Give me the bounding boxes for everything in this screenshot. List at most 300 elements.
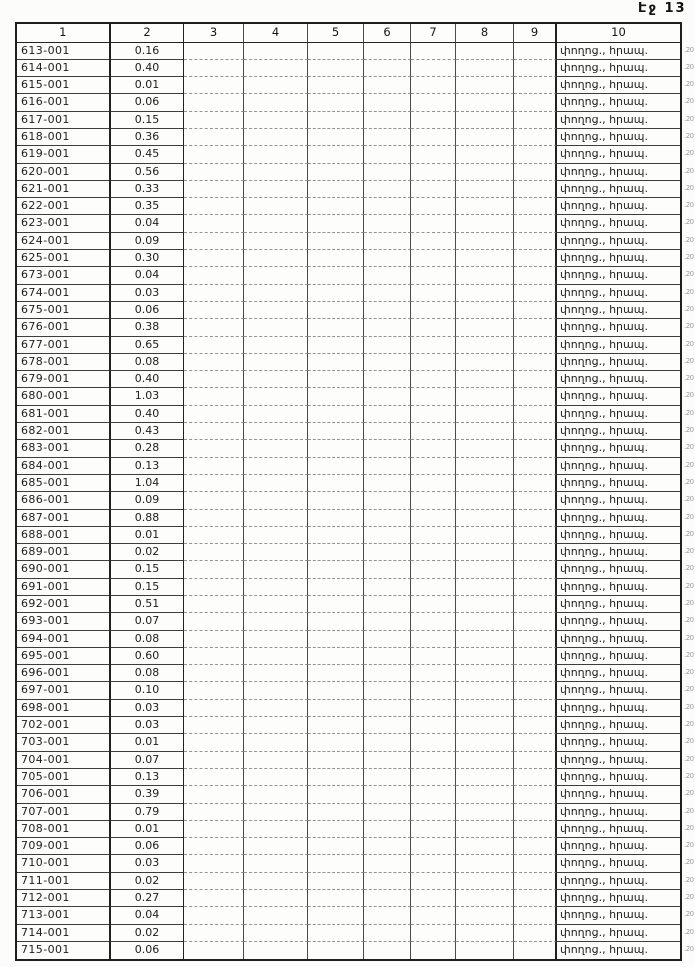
empty-cell bbox=[184, 890, 244, 907]
empty-cell bbox=[308, 337, 364, 354]
empty-cell bbox=[184, 786, 244, 803]
empty-cell bbox=[456, 423, 514, 440]
empty-cell bbox=[184, 233, 244, 250]
empty-cell bbox=[514, 388, 557, 405]
empty-cell bbox=[456, 492, 514, 509]
row-value-cell: 0.02 bbox=[111, 925, 184, 942]
row-note-cell: փողոց., հրապ. bbox=[557, 855, 680, 872]
empty-cell bbox=[411, 146, 456, 163]
row-id-cell: 680-001 bbox=[17, 388, 111, 405]
row-value-cell: 0.51 bbox=[111, 596, 184, 613]
empty-cell bbox=[244, 77, 308, 94]
scan-artifact-mark: .20 bbox=[684, 460, 694, 469]
row-note-cell: փողոց., հրապ. bbox=[557, 700, 680, 717]
row-note-cell: փողոց., հրապ. bbox=[557, 181, 680, 198]
row-id-cell: 616-001 bbox=[17, 94, 111, 111]
empty-cell bbox=[308, 700, 364, 717]
table-row bbox=[17, 855, 694, 872]
table-row bbox=[17, 838, 694, 855]
empty-cell bbox=[364, 112, 411, 129]
empty-cell bbox=[514, 925, 557, 942]
row-id-cell: 683-001 bbox=[17, 440, 111, 457]
empty-cell bbox=[514, 285, 557, 302]
table-row bbox=[17, 579, 694, 596]
row-note-cell: փողոց., հրապ. bbox=[557, 250, 680, 267]
row-id-cell: 715-001 bbox=[17, 942, 111, 959]
empty-cell bbox=[514, 112, 557, 129]
row-value-cell: 0.27 bbox=[111, 890, 184, 907]
row-id-cell: 620-001 bbox=[17, 164, 111, 181]
empty-cell bbox=[244, 561, 308, 578]
scan-artifact-mark: .20 bbox=[684, 114, 694, 123]
row-id-cell: 623-001 bbox=[17, 215, 111, 232]
empty-cell bbox=[411, 285, 456, 302]
scan-artifact-mark: .20 bbox=[684, 253, 694, 262]
row-value-cell: 0.16 bbox=[111, 43, 184, 60]
empty-cell bbox=[514, 337, 557, 354]
table-row bbox=[17, 769, 694, 786]
empty-cell bbox=[514, 579, 557, 596]
row-id-cell: 712-001 bbox=[17, 890, 111, 907]
empty-cell bbox=[456, 942, 514, 959]
empty-cell bbox=[456, 112, 514, 129]
row-note-cell: փողոց., հրապ. bbox=[557, 94, 680, 111]
empty-cell bbox=[364, 510, 411, 527]
empty-cell bbox=[514, 423, 557, 440]
scan-artifact-mark: .20 bbox=[684, 547, 694, 556]
empty-cell bbox=[456, 60, 514, 77]
empty-cell bbox=[364, 302, 411, 319]
empty-cell bbox=[308, 925, 364, 942]
table-row bbox=[17, 873, 694, 890]
row-note-cell: փողոց., հրապ. bbox=[557, 890, 680, 907]
empty-cell bbox=[364, 717, 411, 734]
empty-cell bbox=[514, 146, 557, 163]
empty-cell bbox=[244, 717, 308, 734]
table-row bbox=[17, 613, 694, 630]
empty-cell bbox=[364, 752, 411, 769]
empty-cell bbox=[244, 492, 308, 509]
empty-cell bbox=[308, 43, 364, 60]
empty-cell bbox=[308, 354, 364, 371]
empty-cell bbox=[184, 60, 244, 77]
row-note-cell: փողոց., հրապ. bbox=[557, 371, 680, 388]
empty-cell bbox=[411, 700, 456, 717]
empty-cell bbox=[184, 561, 244, 578]
empty-cell bbox=[364, 631, 411, 648]
scan-artifact-mark: .20 bbox=[684, 616, 694, 625]
row-note-cell: փողոց., հրապ. bbox=[560, 942, 648, 956]
empty-cell bbox=[308, 890, 364, 907]
table-row bbox=[17, 734, 694, 751]
empty-cell bbox=[456, 43, 514, 60]
row-id-cell: 689-001 bbox=[17, 544, 111, 561]
row-value-cell: 0.02 bbox=[111, 873, 184, 890]
empty-cell bbox=[364, 769, 411, 786]
row-value-cell: 1.03 bbox=[111, 388, 184, 405]
scan-artifact-mark: .20 bbox=[684, 789, 694, 798]
empty-cell bbox=[514, 181, 557, 198]
row-value-cell: 0.39 bbox=[111, 786, 184, 803]
empty-cell bbox=[411, 613, 456, 630]
empty-cell bbox=[514, 648, 557, 665]
empty-cell bbox=[411, 544, 456, 561]
empty-cell bbox=[456, 665, 514, 682]
row-id-cell: 710-001 bbox=[17, 855, 111, 872]
empty-cell bbox=[308, 77, 364, 94]
row-value-cell: 0.01 bbox=[111, 821, 184, 838]
row-id-cell: 678-001 bbox=[17, 354, 111, 371]
empty-cell bbox=[456, 907, 514, 924]
empty-cell bbox=[364, 700, 411, 717]
row-id-cell: 705-001 bbox=[17, 769, 111, 786]
empty-cell bbox=[364, 907, 411, 924]
empty-cell bbox=[184, 907, 244, 924]
empty-cell bbox=[364, 146, 411, 163]
scan-artifact-mark: .20 bbox=[684, 131, 694, 140]
empty-cell bbox=[456, 129, 514, 146]
empty-cell bbox=[364, 371, 411, 388]
empty-cell bbox=[244, 510, 308, 527]
empty-cell bbox=[184, 475, 244, 492]
row-id-cell: 624-001 bbox=[17, 233, 111, 250]
row-id-cell: 674-001 bbox=[17, 285, 111, 302]
empty-cell bbox=[244, 734, 308, 751]
table-row bbox=[17, 458, 694, 475]
scan-artifact-mark: .20 bbox=[684, 944, 694, 953]
table-row bbox=[17, 492, 694, 509]
row-id-cell: 622-001 bbox=[17, 198, 111, 215]
empty-cell bbox=[514, 700, 557, 717]
row-value-cell: 0.07 bbox=[111, 752, 184, 769]
empty-cell bbox=[244, 458, 308, 475]
empty-cell bbox=[184, 510, 244, 527]
table-row bbox=[17, 215, 694, 232]
row-value-cell: 0.40 bbox=[111, 406, 184, 423]
empty-cell bbox=[456, 527, 514, 544]
empty-cell bbox=[244, 527, 308, 544]
empty-cell bbox=[184, 544, 244, 561]
table-row bbox=[17, 925, 694, 942]
scan-artifact-mark: .20 bbox=[684, 512, 694, 521]
empty-cell bbox=[308, 734, 364, 751]
empty-cell bbox=[184, 164, 244, 181]
empty-cell bbox=[364, 285, 411, 302]
row-value-cell: 0.40 bbox=[111, 371, 184, 388]
empty-cell bbox=[411, 510, 456, 527]
empty-cell bbox=[364, 527, 411, 544]
empty-cell bbox=[514, 890, 557, 907]
row-value-cell: 0.56 bbox=[111, 164, 184, 181]
row-value-cell: 0.13 bbox=[111, 769, 184, 786]
empty-cell bbox=[364, 786, 411, 803]
empty-cell bbox=[244, 267, 308, 284]
empty-cell bbox=[244, 285, 308, 302]
empty-cell bbox=[514, 821, 557, 838]
row-note-cell: փողոց., հրապ. bbox=[557, 510, 680, 527]
empty-cell bbox=[244, 319, 308, 336]
empty-cell bbox=[244, 146, 308, 163]
empty-cell bbox=[411, 77, 456, 94]
empty-cell bbox=[308, 786, 364, 803]
empty-cell bbox=[364, 682, 411, 699]
empty-cell bbox=[184, 821, 244, 838]
table-row bbox=[17, 198, 694, 215]
empty-cell bbox=[308, 838, 364, 855]
empty-cell bbox=[184, 285, 244, 302]
row-note-cell: փողոց., հրապ. bbox=[557, 423, 680, 440]
empty-cell bbox=[244, 804, 308, 821]
empty-cell bbox=[411, 112, 456, 129]
empty-cell bbox=[308, 60, 364, 77]
empty-cell bbox=[456, 94, 514, 111]
empty-cell bbox=[411, 94, 456, 111]
empty-cell bbox=[456, 406, 514, 423]
empty-cell bbox=[456, 873, 514, 890]
empty-cell bbox=[514, 406, 557, 423]
empty-cell bbox=[244, 613, 308, 630]
empty-cell bbox=[364, 544, 411, 561]
empty-cell bbox=[514, 873, 557, 890]
empty-cell bbox=[308, 717, 364, 734]
empty-cell bbox=[364, 388, 411, 405]
column-header: 1 bbox=[17, 24, 111, 43]
empty-cell bbox=[184, 873, 244, 890]
table-row bbox=[17, 440, 694, 457]
empty-cell bbox=[514, 561, 557, 578]
empty-cell bbox=[308, 164, 364, 181]
row-id-cell: 614-001 bbox=[17, 60, 111, 77]
row-value-cell: 0.30 bbox=[111, 250, 184, 267]
empty-cell bbox=[456, 302, 514, 319]
empty-cell bbox=[514, 786, 557, 803]
scan-artifact-mark: .20 bbox=[684, 650, 694, 659]
empty-cell bbox=[456, 544, 514, 561]
column-header: 4 bbox=[244, 24, 308, 43]
table-row bbox=[17, 682, 694, 699]
scan-artifact-mark: .20 bbox=[684, 477, 694, 486]
empty-cell bbox=[244, 665, 308, 682]
empty-cell bbox=[411, 855, 456, 872]
empty-cell bbox=[411, 769, 456, 786]
empty-cell bbox=[514, 371, 557, 388]
empty-cell bbox=[244, 838, 308, 855]
empty-cell bbox=[184, 319, 244, 336]
empty-cell bbox=[364, 838, 411, 855]
empty-cell bbox=[184, 267, 244, 284]
empty-cell bbox=[308, 752, 364, 769]
empty-cell bbox=[184, 665, 244, 682]
empty-cell bbox=[184, 354, 244, 371]
empty-cell bbox=[514, 682, 557, 699]
empty-cell bbox=[514, 631, 557, 648]
empty-cell bbox=[514, 198, 557, 215]
row-id-cell: 681-001 bbox=[17, 406, 111, 423]
empty-cell bbox=[514, 544, 557, 561]
empty-cell bbox=[364, 613, 411, 630]
row-note-cell: փողոց., հրապ. bbox=[557, 613, 680, 630]
column-header: 3 bbox=[184, 24, 244, 43]
table-row bbox=[17, 233, 694, 250]
table-row bbox=[17, 631, 694, 648]
table-row bbox=[17, 423, 694, 440]
row-value-cell: 0.01 bbox=[111, 527, 184, 544]
table-row bbox=[17, 475, 694, 492]
empty-cell bbox=[456, 752, 514, 769]
scan-artifact-mark: .20 bbox=[684, 581, 694, 590]
row-value-cell: 0.15 bbox=[111, 579, 184, 596]
empty-cell bbox=[308, 215, 364, 232]
empty-cell bbox=[514, 458, 557, 475]
empty-cell bbox=[364, 475, 411, 492]
empty-cell bbox=[244, 769, 308, 786]
row-value-cell: 0.04 bbox=[111, 907, 184, 924]
empty-cell bbox=[411, 458, 456, 475]
empty-cell bbox=[308, 406, 364, 423]
empty-cell bbox=[456, 890, 514, 907]
row-id-cell: 709-001 bbox=[17, 838, 111, 855]
column-header: 10 bbox=[557, 24, 680, 43]
empty-cell bbox=[308, 682, 364, 699]
empty-cell bbox=[411, 682, 456, 699]
row-value-cell: 0.08 bbox=[111, 631, 184, 648]
row-note-cell: փողոց., հրապ. bbox=[557, 337, 680, 354]
table-row bbox=[17, 146, 694, 163]
row-note-cell: փողոց., հրապ. bbox=[557, 769, 680, 786]
empty-cell bbox=[308, 665, 364, 682]
empty-cell bbox=[364, 821, 411, 838]
table-row bbox=[17, 700, 694, 717]
row-id-cell: 691-001 bbox=[17, 579, 111, 596]
row-note-cell: փողոց., հրապ. bbox=[557, 233, 680, 250]
row-id-cell: 686-001 bbox=[17, 492, 111, 509]
row-id-cell: 673-001 bbox=[17, 267, 111, 284]
scan-artifact-mark: .20 bbox=[684, 893, 694, 902]
row-value-cell: 0.01 bbox=[111, 77, 184, 94]
empty-cell bbox=[364, 665, 411, 682]
empty-cell bbox=[456, 250, 514, 267]
empty-cell bbox=[244, 371, 308, 388]
scan-artifact-mark: .20 bbox=[684, 218, 694, 227]
empty-cell bbox=[308, 769, 364, 786]
empty-cell bbox=[411, 804, 456, 821]
row-id-cell: 619-001 bbox=[17, 146, 111, 163]
empty-cell bbox=[364, 458, 411, 475]
row-note-cell: փողոց., հրապ. bbox=[557, 492, 680, 509]
empty-cell bbox=[308, 907, 364, 924]
column-header: 7 bbox=[411, 24, 456, 43]
empty-cell bbox=[514, 510, 557, 527]
scan-artifact-mark: .20 bbox=[684, 823, 694, 832]
empty-cell bbox=[364, 215, 411, 232]
row-value-cell: 0.28 bbox=[111, 440, 184, 457]
empty-cell bbox=[514, 233, 557, 250]
empty-cell bbox=[184, 440, 244, 457]
row-id-cell: 675-001 bbox=[17, 302, 111, 319]
scan-artifact-mark: .20 bbox=[684, 391, 694, 400]
empty-cell bbox=[244, 337, 308, 354]
empty-cell bbox=[184, 648, 244, 665]
empty-cell bbox=[244, 596, 308, 613]
empty-cell bbox=[514, 752, 557, 769]
empty-cell bbox=[411, 440, 456, 457]
empty-cell bbox=[364, 319, 411, 336]
empty-cell bbox=[244, 198, 308, 215]
empty-cell bbox=[411, 561, 456, 578]
row-value-cell: 0.43 bbox=[111, 423, 184, 440]
empty-cell bbox=[514, 492, 557, 509]
empty-cell bbox=[184, 302, 244, 319]
row-note-cell: փողոց., հրապ. bbox=[557, 786, 680, 803]
empty-cell bbox=[244, 406, 308, 423]
table-row bbox=[17, 527, 694, 544]
empty-cell bbox=[308, 285, 364, 302]
row-note-cell: փողոց., հրապ. bbox=[557, 146, 680, 163]
empty-cell bbox=[244, 786, 308, 803]
row-value-cell: 0.38 bbox=[111, 319, 184, 336]
empty-cell bbox=[456, 561, 514, 578]
row-note-cell: փողոց., հրապ. bbox=[557, 77, 680, 94]
empty-cell bbox=[456, 613, 514, 630]
row-value-cell: 0.13 bbox=[111, 458, 184, 475]
empty-cell bbox=[514, 319, 557, 336]
scan-artifact-mark: .20 bbox=[684, 858, 694, 867]
table-row bbox=[17, 319, 694, 336]
empty-cell bbox=[308, 94, 364, 111]
row-value-cell: 0.60 bbox=[111, 648, 184, 665]
empty-cell bbox=[456, 146, 514, 163]
empty-cell bbox=[456, 682, 514, 699]
row-value-cell: 0.15 bbox=[111, 112, 184, 129]
table-row bbox=[17, 388, 694, 405]
scan-artifact-mark: .20 bbox=[684, 668, 694, 677]
empty-cell bbox=[184, 77, 244, 94]
empty-cell bbox=[244, 215, 308, 232]
scan-artifact-mark: .20 bbox=[684, 339, 694, 348]
row-id-cell: 698-001 bbox=[17, 700, 111, 717]
row-note-cell: փողոց., հրապ. bbox=[557, 406, 680, 423]
empty-cell bbox=[411, 371, 456, 388]
row-id-cell: 702-001 bbox=[17, 717, 111, 734]
empty-cell bbox=[184, 94, 244, 111]
empty-cell bbox=[308, 631, 364, 648]
empty-cell bbox=[364, 804, 411, 821]
empty-cell bbox=[244, 440, 308, 457]
empty-cell bbox=[308, 527, 364, 544]
empty-cell bbox=[514, 769, 557, 786]
empty-cell bbox=[514, 665, 557, 682]
row-note-cell: փողոց., հրապ. bbox=[557, 43, 680, 60]
scan-artifact-mark: .20 bbox=[684, 599, 694, 607]
empty-cell bbox=[244, 475, 308, 492]
scan-artifact-mark: .20 bbox=[684, 841, 694, 850]
empty-cell bbox=[184, 388, 244, 405]
empty-cell bbox=[411, 665, 456, 682]
empty-cell bbox=[184, 596, 244, 613]
column-header: 8 bbox=[456, 24, 514, 43]
empty-cell bbox=[364, 337, 411, 354]
scan-artifact-mark: .20 bbox=[684, 495, 694, 504]
row-id-cell: 625-001 bbox=[17, 250, 111, 267]
empty-cell bbox=[184, 717, 244, 734]
empty-cell bbox=[308, 510, 364, 527]
empty-cell bbox=[184, 613, 244, 630]
empty-cell bbox=[184, 838, 244, 855]
empty-cell bbox=[244, 388, 308, 405]
empty-cell bbox=[514, 302, 557, 319]
empty-cell bbox=[514, 907, 557, 924]
row-value-cell: 0.06 bbox=[111, 94, 184, 111]
